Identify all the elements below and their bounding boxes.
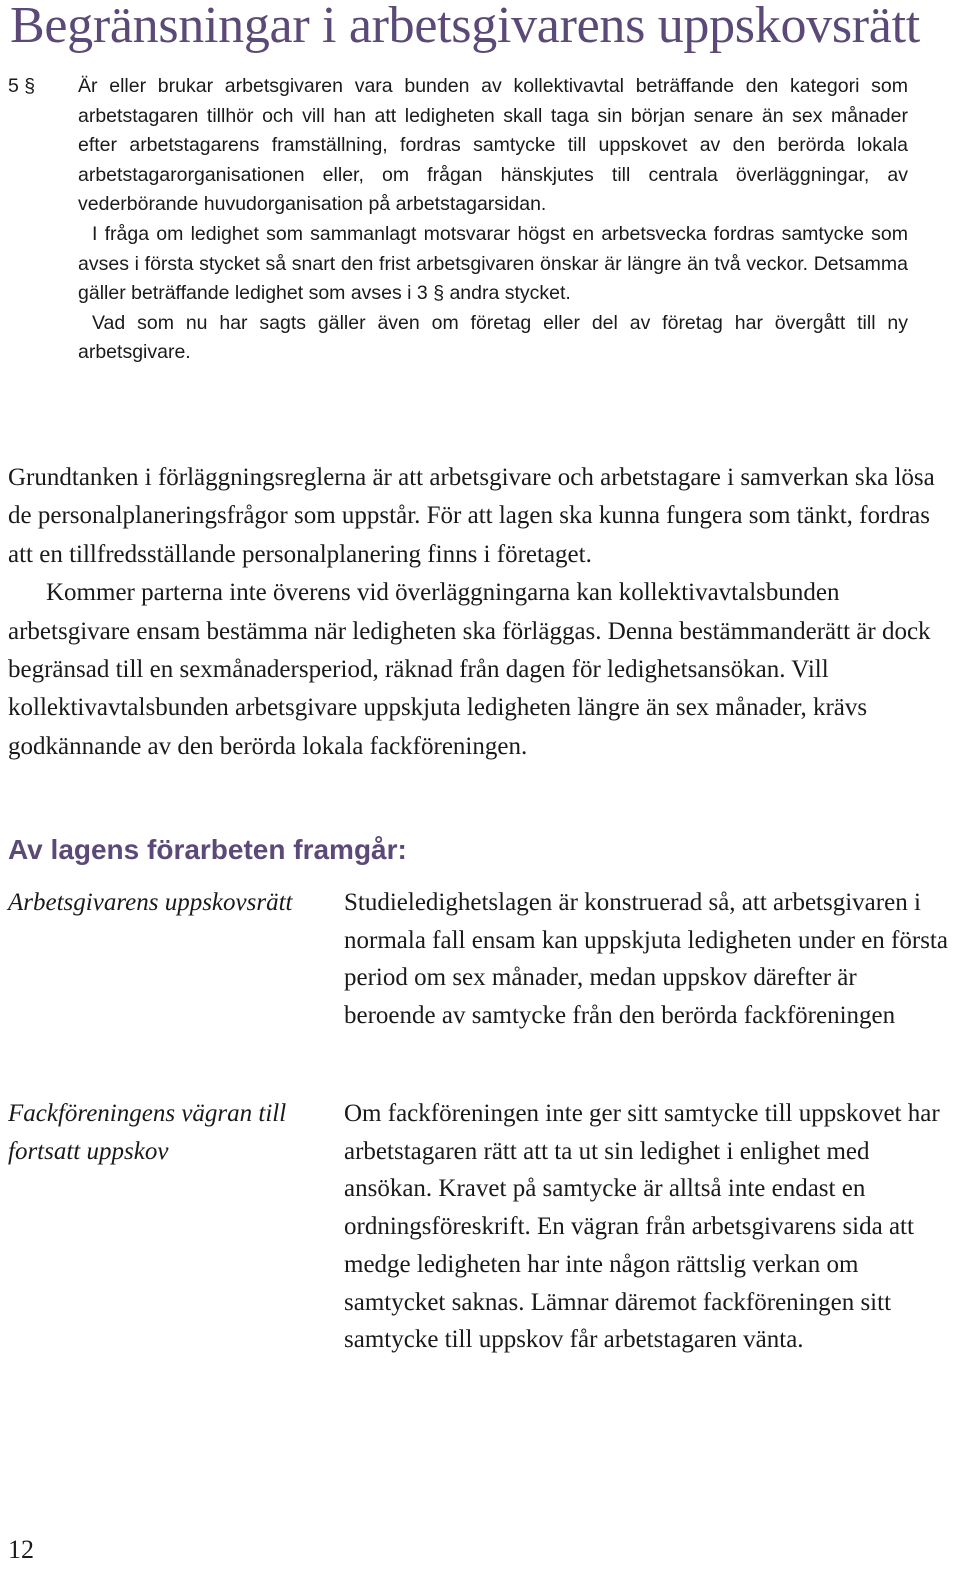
page-number: 12 [8, 1535, 34, 1564]
law-text-block [8, 72, 908, 368]
page-title: Begränsningar i arbetsgivarens uppskovsrätt [10, 0, 920, 54]
law-paragraph-3: Vad som nu har sagts gäller även om företag eller del av företag har övergått till ny arbetsgivare. [78, 311, 908, 364]
section-heading: Av lagens förarbeten framgår: [8, 834, 407, 865]
margin-note-label-2: Fackföreningens vägran till fortsatt uppskov [8, 1100, 287, 1165]
margin-note-label-1: Arbetsgivarens uppskovsrätt [8, 889, 293, 916]
commentary-paragraph-1: Grundtanken i förläggningsreglerna är att arbetsgivare och arbetstagare i samverkan ska lösa de personalplaneringsfrågor som uppstår. För att lagen ska kunna fungera som tänkt, fordras att en tillfredsställande personalplanering finns i företaget. [8, 464, 935, 568]
commentary-block [8, 459, 948, 766]
commentary-paragraph-2: Kommer parterna inte överens vid överläggningarna kan kollektivavtalsbunden arbetsgivare ensam bestämma när ledigheten ska förläggas. Denna bestämmanderätt är dock begränsad till en sexmånadersperiod, räknad från dagen för ledighetsansökan. Vill kollektivavtalsbunden arbetsgivare uppskjuta ledigheten längre än sex månader, krävs godkännande av den berörda lokala fackföreningen. [8, 579, 931, 760]
section-marker: 5 § [8, 75, 36, 97]
margin-note-text-2: Om fackföreningen inte ger sitt samtycke till uppskovet har arbetstagaren rätt att ta ut sin ledighet i enlighet med ansökan. Kravet på samtycke är alltså inte endast en ordningsföreskrift. En vägran från arbetsgivarens sida att medge ledigheten har inte någon rättslig verkan om samtycket saknas. Lämnar däremot fackföreningen sitt samtycke till uppskov får arbetstagaren vänta. [344, 1100, 940, 1354]
law-paragraph-1: Är eller brukar arbetsgivaren vara bunden av kollektivavtal beträffande den kategori som arbetstagaren tillhör och vill han att ledigheten skall taga sin början senare än sex månader efter arbetstagarens framställning, fordras samtycke till uppskovet av den berörda lokala arbetstagarorganisationen eller, om frågan hänskjutes till centrala överläggningar, av vederbörande huvudorganisation på arbetstagarsidan. [78, 75, 908, 216]
law-paragraphs [78, 72, 908, 368]
law-paragraph-2: I fråga om ledighet som sammanlagt motsvarar högst en arbetsvecka fordras samtycke som avses i första stycket så snart den frist arbetsgivaren önskar är längre än två veckor. Detsamma gäller beträffande ledighet som avses i 3 § andra stycket. [78, 222, 908, 305]
margin-note-text-1: Studieledighetslagen är konstruerad så, att arbetsgivaren i normala fall ensam kan uppskjuta ledigheten under en första period om sex månader, medan uppskov därefter är beroende av samtycke från den berörda fackföreningen [344, 889, 948, 1030]
